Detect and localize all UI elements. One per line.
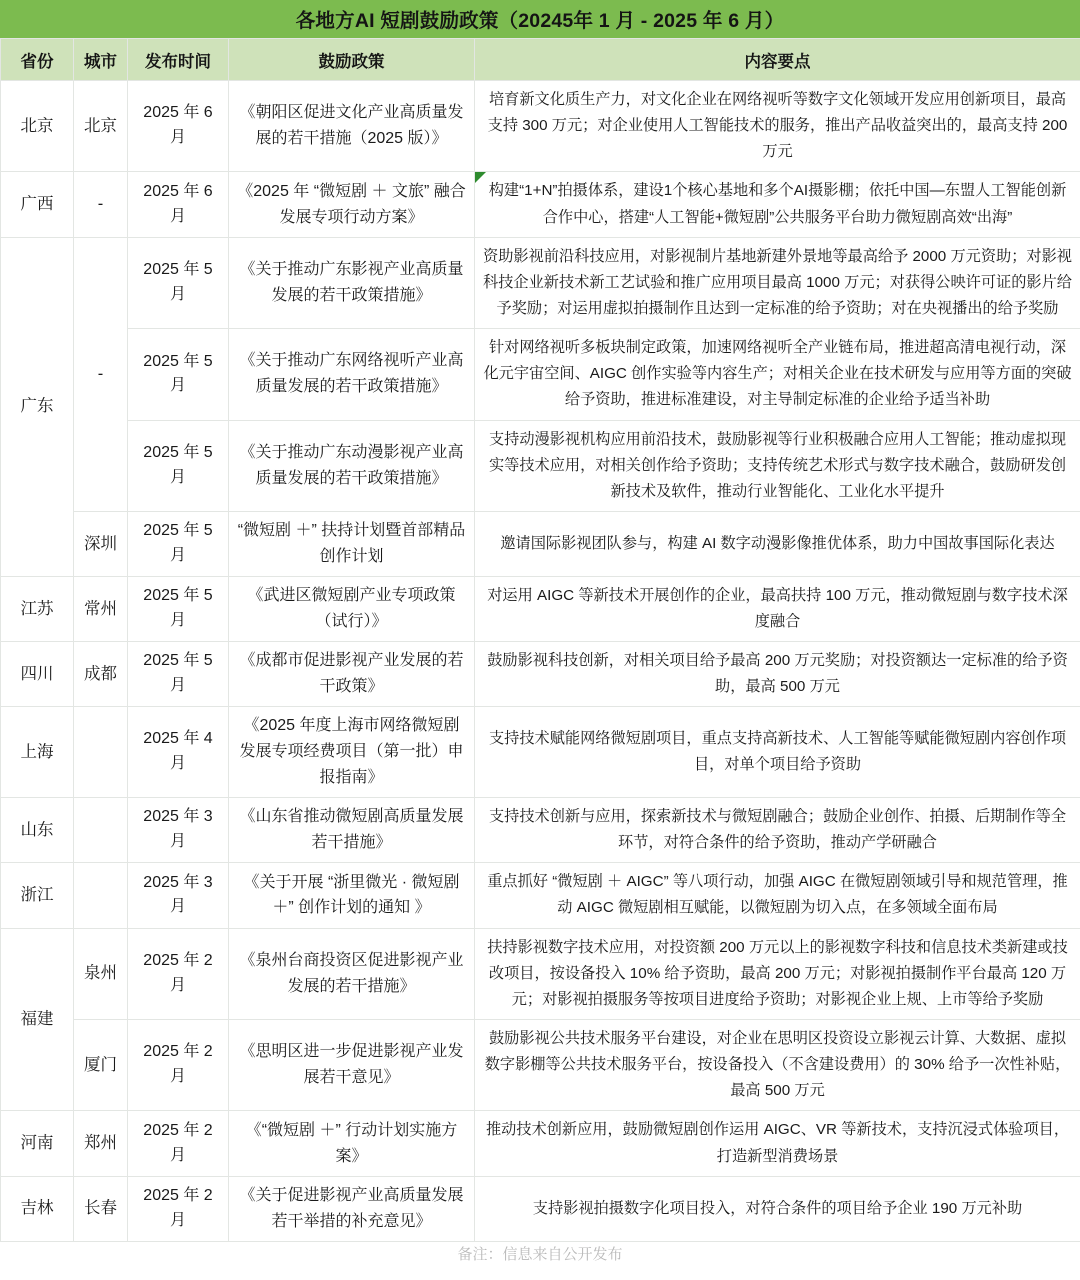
column-header-city: 城市 bbox=[74, 39, 128, 81]
cell-detail: 支持动漫影视机构应用前沿技术，鼓励影视等行业积极融合应用人工智能；推动虚拟现实等技术应用，对相关创作给予资助；支持传统艺术形式与数字技术融合，鼓励研发创新技术及软件，推动行业智能化、工业化水平提升 bbox=[475, 420, 1080, 511]
cell-policy: 《朝阳区促进文化产业高质量发展的若干措施（2025 版）》 bbox=[229, 81, 475, 172]
cell-date: 2025 年 6 月 bbox=[128, 81, 229, 172]
cell-province: 广西 bbox=[1, 172, 74, 237]
table-row bbox=[1, 928, 1080, 1019]
cell-policy: 《山东省推动微短剧高质量发展若干措施》 bbox=[229, 798, 475, 863]
table-row bbox=[1, 237, 1080, 328]
cell-detail: 扶持影视数字技术应用，对投资额 200 万元以上的影视数字科技和信息技术类新建或技改项目，按设备投入 10% 给予资助，最高 200 万元；对影视拍摄制作平台最高 120 万元；对影视拍摄服务等按项目进度给予资助；对影视企业上规、上市等给予奖励 bbox=[475, 928, 1080, 1019]
cell-date: 2025 年 3 月 bbox=[128, 863, 229, 928]
cell-city: 郑州 bbox=[74, 1111, 128, 1176]
cell-date: 2025 年 3 月 bbox=[128, 798, 229, 863]
column-header-date: 发布时间 bbox=[128, 39, 229, 81]
table-row bbox=[1, 642, 1080, 707]
cell-date: 2025 年 5 月 bbox=[128, 642, 229, 707]
cell-province: 江苏 bbox=[1, 576, 74, 641]
policy-table bbox=[0, 38, 1080, 1242]
table-row bbox=[1, 329, 1080, 420]
cell-date: 2025 年 2 月 bbox=[128, 928, 229, 1019]
table-row bbox=[1, 707, 1080, 798]
cell-detail: 培育新文化质生产力，对文化企业在网络视听等数字文化领域开发应用创新项目，最高支持 300 万元；对企业使用人工智能技术的服务，推出产品收益突出的，最高支持 200 万元 bbox=[475, 81, 1080, 172]
cell-city: - bbox=[74, 172, 128, 237]
cell-policy: 《思明区进一步促进影视产业发展若干意见》 bbox=[229, 1020, 475, 1111]
table-row bbox=[1, 172, 1080, 237]
cell-detail: 推动技术创新应用，鼓励微短剧创作运用 AIGC、VR 等新技术，支持沉浸式体验项目，打造新型消费场景 bbox=[475, 1111, 1080, 1176]
cell-detail: 鼓励影视公共技术服务平台建设，对企业在思明区投资设立影视云计算、大数据、虚拟数字影棚等公共技术服务平台，按设备投入（不含建设费用）的 30% 给予一次性补贴，最高 500 万元 bbox=[475, 1020, 1080, 1111]
cell-city: 常州 bbox=[74, 576, 128, 641]
cell-date: 2025 年 6 月 bbox=[128, 172, 229, 237]
footer-note-text: 备注：信息来自公开发布 bbox=[457, 1246, 623, 1264]
cell-city: 北京 bbox=[74, 81, 128, 172]
cell-detail: 鼓励影视科技创新，对相关项目给予最高 200 万元奖励；对投资额达一定标准的给予资助，最高 500 万元 bbox=[475, 642, 1080, 707]
cell-detail: 重点抓好 “微短剧 ＋ AIGC” 等八项行动，加强 AIGC 在微短剧领域引导和规范管理，推动 AIGC 微短剧相互赋能，以微短剧为切入点，在多领域全面布局 bbox=[475, 863, 1080, 928]
table-body bbox=[1, 81, 1080, 1242]
cell-city bbox=[74, 863, 128, 928]
cell-date: 2025 年 2 月 bbox=[128, 1020, 229, 1111]
cell-province: 上海 bbox=[1, 707, 74, 798]
footer-note bbox=[0, 1242, 1080, 1280]
table-row bbox=[1, 576, 1080, 641]
table-row bbox=[1, 798, 1080, 863]
cell-city bbox=[74, 707, 128, 798]
column-header-province: 省份 bbox=[1, 39, 74, 81]
cell-date: 2025 年 5 月 bbox=[128, 511, 229, 576]
cell-policy: 《关于推动广东动漫影视产业高质量发展的若干政策措施》 bbox=[229, 420, 475, 511]
cell-date: 2025 年 5 月 bbox=[128, 237, 229, 328]
cell-date: 2025 年 5 月 bbox=[128, 576, 229, 641]
cell-date: 2025 年 5 月 bbox=[128, 420, 229, 511]
cell-policy: 《“微短剧 ＋” 行动计划实施方案》 bbox=[229, 1111, 475, 1176]
cell-detail: 支持技术创新与应用，探索新技术与微短剧融合；鼓励企业创作、拍摄、后期制作等全环节，对符合条件的给予资助，推动产学研融合 bbox=[475, 798, 1080, 863]
table-title-bar bbox=[0, 0, 1080, 38]
cell-date: 2025 年 2 月 bbox=[128, 1176, 229, 1241]
cell-detail: 支持技术赋能网络微短剧项目，重点支持高新技术、人工智能等赋能微短剧内容创作项目，对单个项目给予资助 bbox=[475, 707, 1080, 798]
cell-city bbox=[74, 798, 128, 863]
table-row bbox=[1, 420, 1080, 511]
comment-marker-triangle-icon bbox=[475, 172, 486, 183]
table-row bbox=[1, 1020, 1080, 1111]
cell-detail: 针对网络视听多板块制定政策，加速网络视听全产业链布局，推进超高清电视行动，深化元宇宙空间、AIGC 创作实验等内容生产；对相关企业在技术研发与应用等方面的突破给予资助，推进标准建设，对主导制定标准的企业给予适当补助 bbox=[475, 329, 1080, 420]
cell-policy: 《关于促进影视产业高质量发展若干举措的补充意见》 bbox=[229, 1176, 475, 1241]
table-row bbox=[1, 81, 1080, 172]
cell-policy: 《2025 年度上海市网络微短剧发展专项经费项目（第一批）申报指南》 bbox=[229, 707, 475, 798]
cell-province: 吉林 bbox=[1, 1176, 74, 1241]
table-header-row bbox=[1, 39, 1080, 81]
cell-detail: 资助影视前沿科技应用，对影视制片基地新建外景地等最高给予 2000 万元资助；对影视科技企业新技术新工艺试验和推广应用项目最高 1000 万元；对获得公映许可证的影片给予奖励；对运用虚拟拍摄制作且达到一定标准的给予资助；对在央视播出的给予奖励 bbox=[475, 237, 1080, 328]
cell-date: 2025 年 5 月 bbox=[128, 329, 229, 420]
column-header-policy: 鼓励政策 bbox=[229, 39, 475, 81]
cell-policy: 《关于开展 “浙里微光 · 微短剧 ＋” 创作计划的通知 》 bbox=[229, 863, 475, 928]
table-header bbox=[1, 39, 1080, 81]
cell-province: 四川 bbox=[1, 642, 74, 707]
cell-policy: 《泉州台商投资区促进影视产业发展的若干措施》 bbox=[229, 928, 475, 1019]
page-title: 各地方AI 短剧鼓励政策（20245年 1 月 - 2025 年 6 月） bbox=[295, 10, 785, 32]
cell-policy: 《关于推动广东影视产业高质量发展的若干政策措施》 bbox=[229, 237, 475, 328]
cell-detail: 邀请国际影视团队参与，构建 AI 数字动漫影像推优体系，助力中国故事国际化表达 bbox=[475, 511, 1080, 576]
cell-province: 浙江 bbox=[1, 863, 74, 928]
cell-province: 河南 bbox=[1, 1111, 74, 1176]
table-row bbox=[1, 863, 1080, 928]
cell-detail: 支持影视拍摄数字化项目投入，对符合条件的项目给予企业 190 万元补助 bbox=[475, 1176, 1080, 1241]
cell-policy: 《关于推动广东网络视听产业高质量发展的若干政策措施》 bbox=[229, 329, 475, 420]
cell-policy: 《武进区微短剧产业专项政策（试行）》 bbox=[229, 576, 475, 641]
cell-province: 北京 bbox=[1, 81, 74, 172]
cell-date: 2025 年 2 月 bbox=[128, 1111, 229, 1176]
table-row bbox=[1, 1176, 1080, 1241]
cell-city: 成都 bbox=[74, 642, 128, 707]
cell-date: 2025 年 4 月 bbox=[128, 707, 229, 798]
table-row bbox=[1, 511, 1080, 576]
cell-detail: 对运用 AIGC 等新技术开展创作的企业，最高扶持 100 万元，推动微短剧与数字技术深度融合 bbox=[475, 576, 1080, 641]
cell-province: 福建 bbox=[1, 928, 74, 1111]
cell-city: 深圳 bbox=[74, 511, 128, 576]
table-row bbox=[1, 1111, 1080, 1176]
cell-city: - bbox=[74, 237, 128, 511]
cell-city: 泉州 bbox=[74, 928, 128, 1019]
cell-province: 山东 bbox=[1, 798, 74, 863]
cell-province: 广东 bbox=[1, 237, 74, 576]
cell-city: 厦门 bbox=[74, 1020, 128, 1111]
cell-detail-text: 构建“1+N”拍摄体系，建设1个核心基地和多个AI摄影棚；依托中国—东盟人工智能创新合作中心，搭建“人工智能+微短剧”公共服务平台助力微短剧高效“出海” bbox=[488, 182, 1067, 226]
cell-policy: 《2025 年 “微短剧 ＋ 文旅” 融合发展专项行动方案》 bbox=[229, 172, 475, 237]
column-header-detail: 内容要点 bbox=[475, 39, 1080, 81]
cell-detail bbox=[475, 172, 1080, 237]
cell-policy: 《成都市促进影视产业发展的若干政策》 bbox=[229, 642, 475, 707]
cell-city: 长春 bbox=[74, 1176, 128, 1241]
cell-policy: “微短剧 ＋” 扶持计划暨首部精品创作计划 bbox=[229, 511, 475, 576]
